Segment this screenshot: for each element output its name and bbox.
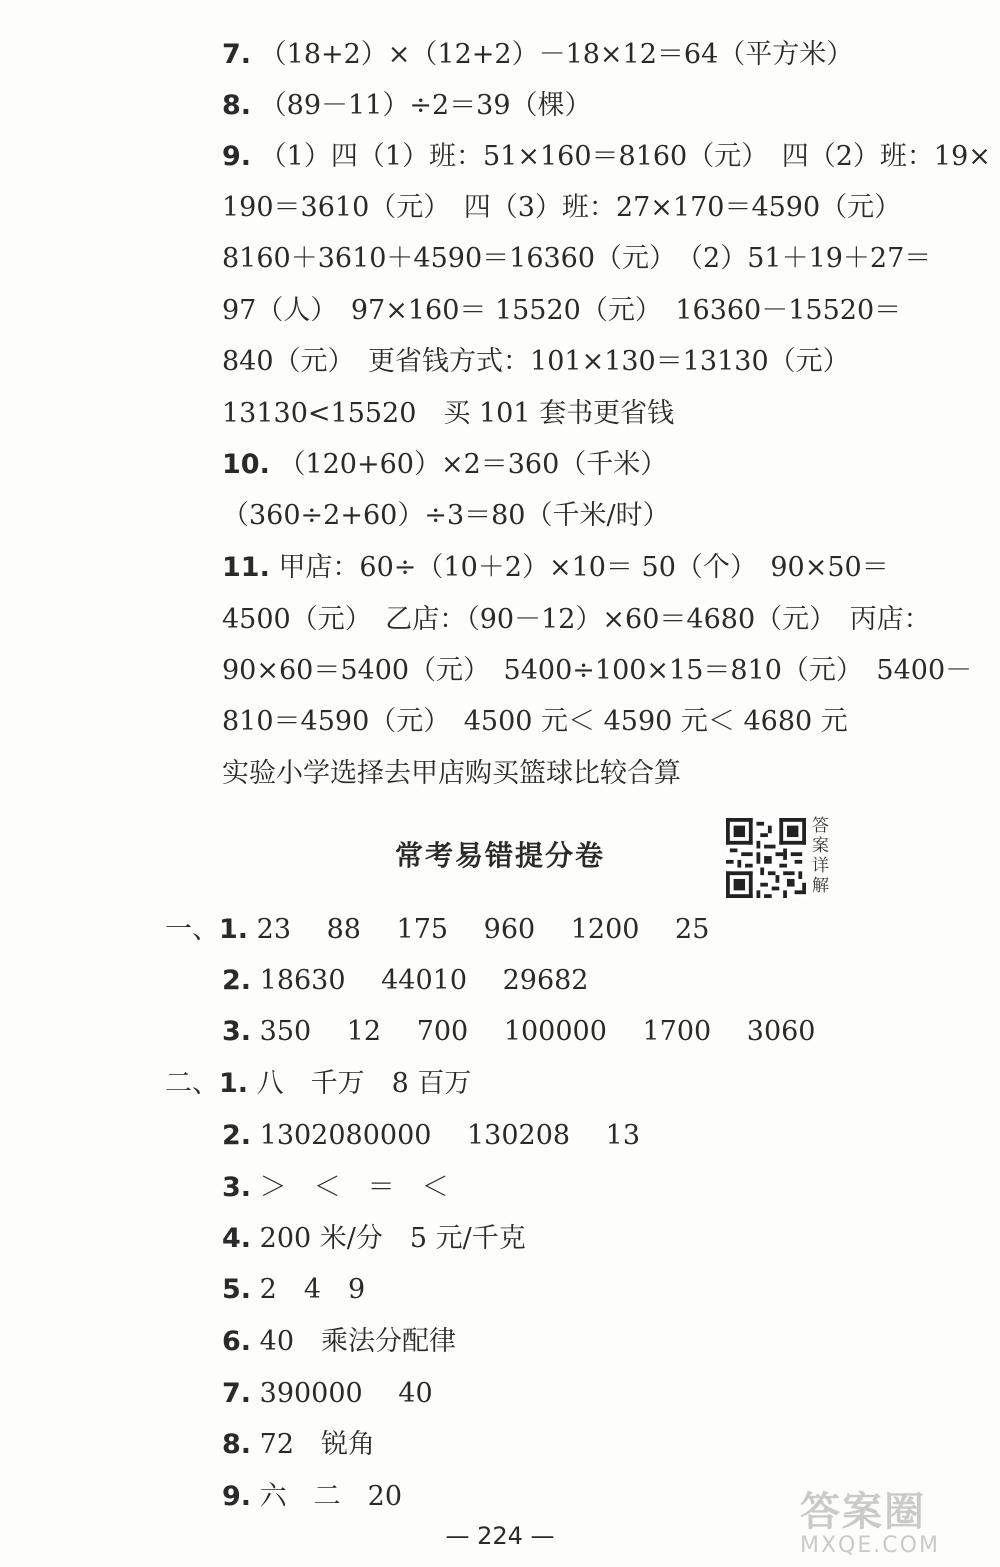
- answer-line: （360÷2+60）÷3＝80（千米/时）: [222, 500, 670, 531]
- part2-item: 7. 390000 40: [222, 1378, 433, 1409]
- answer-line: 7. （18+2）×（12+2）－18×12＝64（平方米）: [222, 39, 854, 70]
- part2-item: 3. ＞ ＜ ＝ ＜: [222, 1172, 449, 1203]
- answer-line: 90×60＝5400（元） 5400÷100×15＝810（元） 5400－: [222, 655, 973, 686]
- answer-line: 13130<15520 买 101 套书更省钱: [222, 398, 675, 429]
- answer-line: 11. 甲店：60÷（10＋2）×10＝ 50（个） 90×50＝: [222, 552, 889, 583]
- answer-line: 9. （1）四（1）班：51×160＝8160（元） 四（2）班：19×: [222, 141, 991, 172]
- watermark-logo: [800, 1490, 990, 1560]
- qr-code-icon[interactable]: [726, 818, 806, 898]
- answer-line: 190＝3610（元） 四（3）班：27×170＝4590（元）: [222, 192, 902, 223]
- part2-item: 4. 200 米/分 5 元/千克: [222, 1223, 526, 1254]
- part2-item: 9. 六 二 20: [222, 1481, 402, 1512]
- part2-item: 5. 2 4 9: [222, 1274, 366, 1305]
- part1-item: 3. 350 12 700 100000 1700 3060: [222, 1016, 816, 1047]
- part2-item: 8. 72 锐角: [222, 1429, 375, 1460]
- part2-item: 2. 1302080000 130208 13: [222, 1120, 641, 1151]
- answer-line: 840（元） 更省钱方式：101×130＝13130（元）: [222, 346, 850, 377]
- answer-line: 4500（元） 乙店：（90－12）×60＝4680（元） 丙店：: [222, 604, 931, 635]
- answer-line: 810＝4590（元） 4500 元＜ 4590 元＜ 4680 元: [222, 706, 848, 737]
- watermark-url: MXQE.COM: [800, 1533, 940, 1558]
- part1-item: 2. 18630 44010 29682: [222, 965, 589, 996]
- watermark-text: 答案圈: [800, 1489, 926, 1535]
- part1-item: 一、1. 23 88 175 960 1200 25: [165, 914, 710, 945]
- part2-item: 6. 40 乘法分配律: [222, 1326, 456, 1357]
- qr-label: 答案详解: [812, 816, 829, 896]
- page-number: — 224 —: [445, 1522, 555, 1550]
- answer-line: 10. （120+60）×2＝360（千米）: [222, 449, 668, 480]
- answer-line: 97（人） 97×160＝ 15520（元） 16360－15520＝: [222, 295, 902, 326]
- answer-line: 实验小学选择去甲店购买篮球比较合算: [222, 758, 681, 789]
- answer-line: 8. （89－11）÷2＝39（棵）: [222, 90, 592, 121]
- part2-item: 二、1. 八 千万 8 百万: [165, 1068, 472, 1099]
- section-title: 常考易错提分卷: [394, 839, 605, 872]
- answer-line: 8160＋3610＋4590＝16360（元） （2）51＋19＋27＝: [222, 243, 932, 274]
